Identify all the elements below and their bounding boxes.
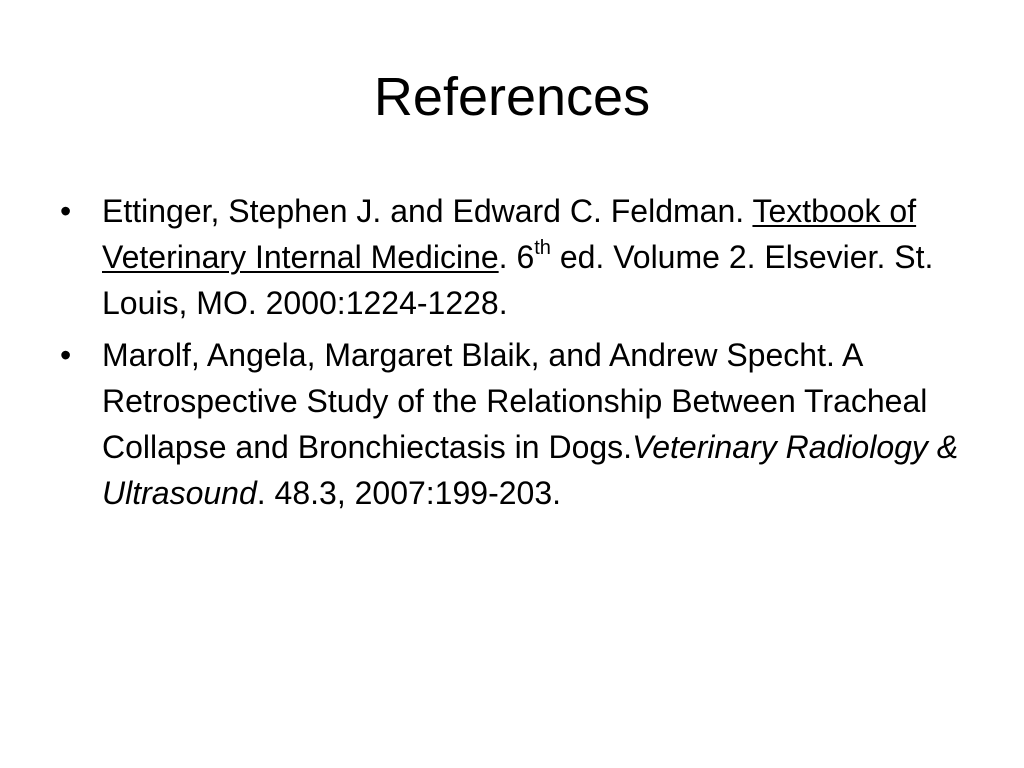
reference-item-ettinger	[60, 188, 960, 326]
reference-authors-title: Marolf, Angela, Margaret Blaik, and Andrew Specht. A Retrospective Study of the Relationship Between Tracheal Collapse and Bronchiectasis in Dogs.	[102, 337, 928, 465]
reference-edition-number: . 6	[498, 239, 535, 275]
bullet-icon: •	[60, 193, 72, 229]
reference-item-marolf	[60, 332, 960, 516]
reference-list	[60, 188, 960, 522]
slide-title: References	[373, 67, 651, 127]
bullet-icon: •	[60, 337, 72, 373]
reference-publication-details: . 48.3, 2007:199-203.	[256, 475, 561, 511]
reference-publication-details: ed. Volume 2. Elsevier. St. Louis, MO. 2000:1224-1228.	[102, 239, 934, 321]
reference-journal: Veterinary Radiology & Ultrasound	[102, 429, 959, 511]
reference-book-title: Textbook of Veterinary Internal Medicine	[102, 193, 917, 275]
reference-authors: Ettinger, Stephen J. and Edward C. Feldman.	[102, 193, 745, 229]
reference-edition-suffix: th	[534, 237, 551, 259]
